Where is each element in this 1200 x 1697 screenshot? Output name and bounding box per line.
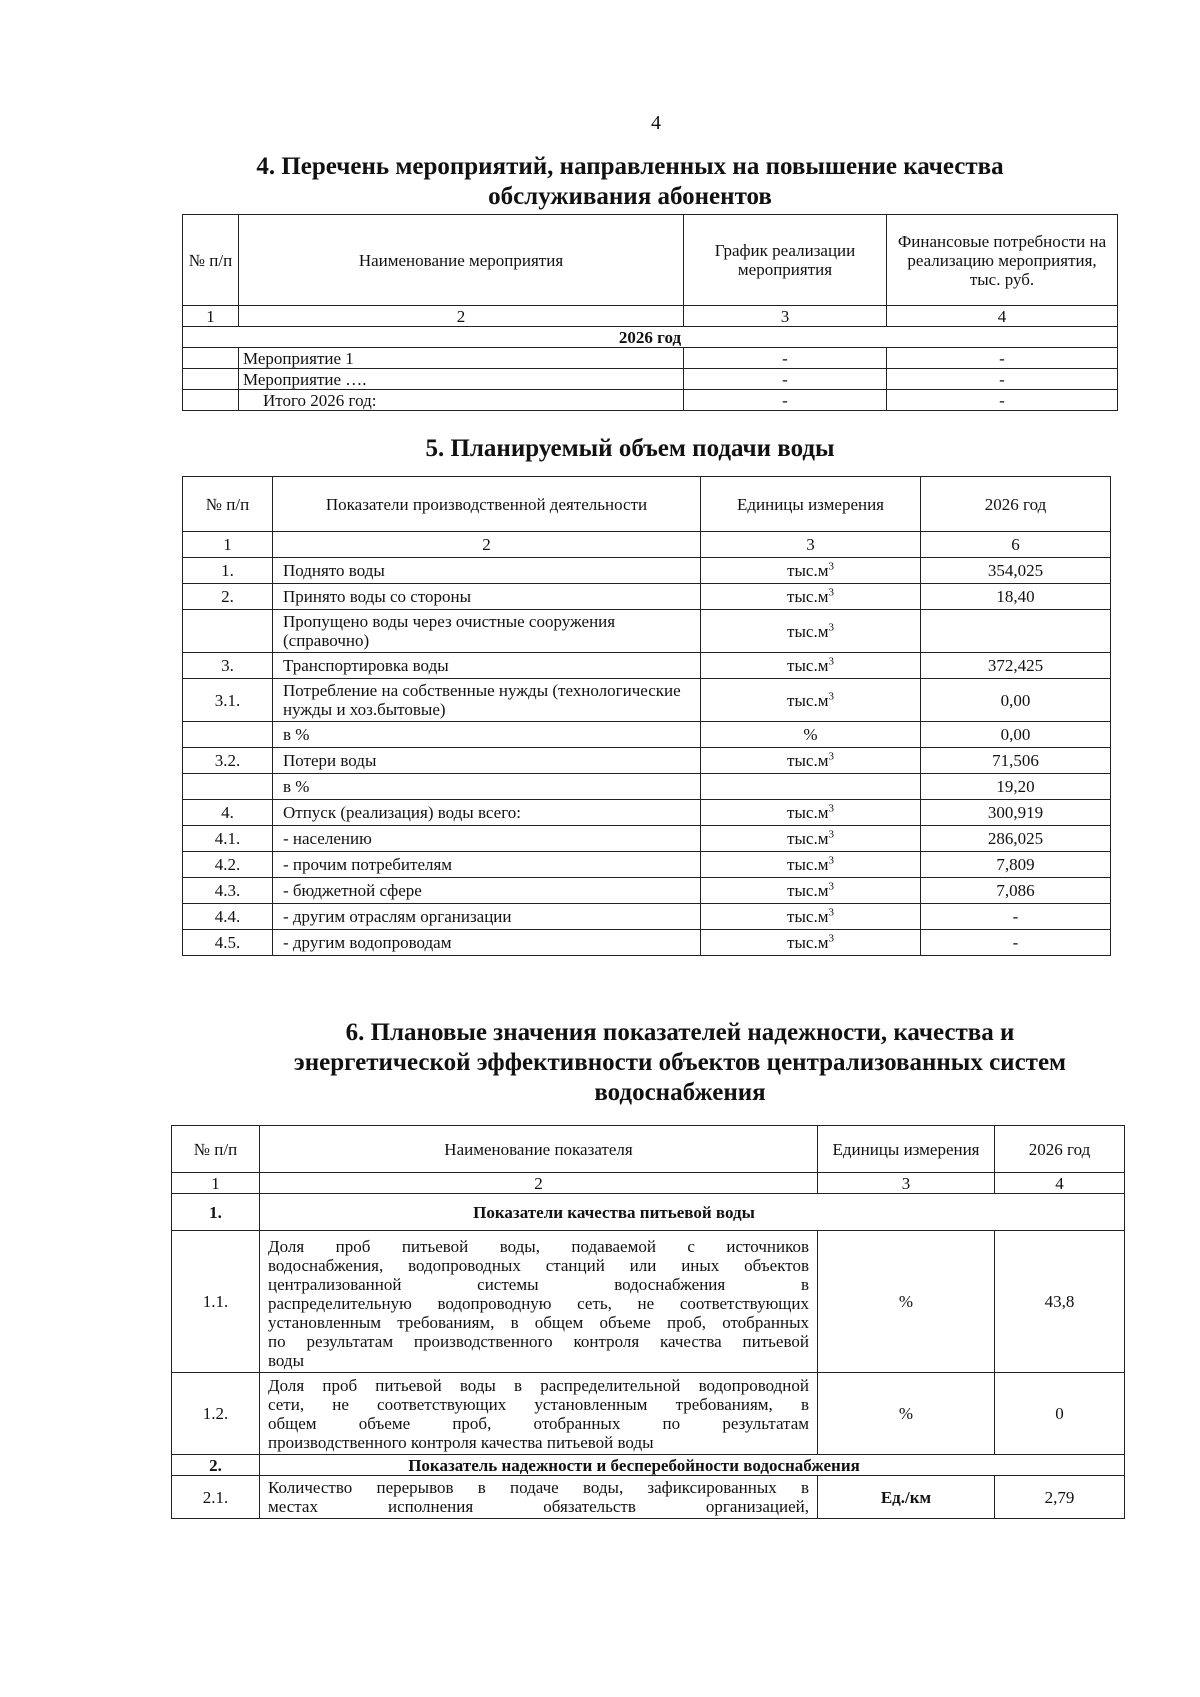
cell-finance: - bbox=[887, 348, 1118, 369]
col-number: 3 bbox=[701, 532, 921, 558]
unit-superscript: 3 bbox=[828, 828, 834, 841]
cell-unit: % bbox=[818, 1373, 995, 1455]
cell-num bbox=[183, 774, 273, 800]
cell-num bbox=[183, 348, 239, 369]
unit-superscript: 3 bbox=[828, 802, 834, 815]
cell-value: 43,8 bbox=[995, 1231, 1125, 1373]
table-row bbox=[183, 930, 1111, 956]
cell-name: Поднято воды bbox=[273, 558, 701, 584]
unit-superscript: 3 bbox=[828, 620, 834, 633]
cell-name: Транспортировка воды bbox=[273, 653, 701, 679]
cell-value: 71,506 bbox=[921, 748, 1111, 774]
unit-text: тыс.м bbox=[787, 907, 829, 926]
cell-name bbox=[260, 1373, 818, 1455]
cell-num: 4.5. bbox=[183, 930, 273, 956]
cell-unit bbox=[701, 584, 921, 610]
text-line: сети, не соответствующих установленным требованиям, в bbox=[268, 1395, 809, 1414]
cell-name: - населению bbox=[273, 826, 701, 852]
cell-name: Пропущено воды через очистные сооружения (справочно) bbox=[273, 610, 701, 653]
col-number: 1 bbox=[172, 1173, 260, 1194]
unit-text: тыс.м bbox=[787, 933, 829, 952]
cell-value: 18,40 bbox=[921, 584, 1111, 610]
cell-num: 3. bbox=[183, 653, 273, 679]
table-row bbox=[172, 1373, 1125, 1455]
page-number: 4 bbox=[651, 112, 661, 134]
cell-unit bbox=[701, 774, 921, 800]
cell-name: - бюджетной сфере bbox=[273, 878, 701, 904]
unit-superscript: 3 bbox=[828, 932, 834, 945]
unit-text: % bbox=[803, 725, 818, 744]
cell-unit bbox=[701, 826, 921, 852]
cell-num: 1.2. bbox=[172, 1373, 260, 1455]
cell-value bbox=[921, 610, 1111, 653]
table-row bbox=[183, 722, 1111, 748]
cell-value: 0,00 bbox=[921, 679, 1111, 722]
section5-title-text: 5. Планируемый объем подачи воды bbox=[425, 435, 835, 462]
table-row bbox=[183, 369, 1118, 390]
group-row bbox=[172, 1455, 1125, 1476]
col-number: 4 bbox=[995, 1173, 1125, 1194]
header-name: Наименование мероприятия bbox=[239, 215, 684, 306]
cell-unit bbox=[701, 878, 921, 904]
cell-unit bbox=[701, 679, 921, 722]
column-number-row bbox=[183, 532, 1111, 558]
table-row bbox=[183, 584, 1111, 610]
unit-text: тыс.м bbox=[787, 803, 829, 822]
cell-schedule: - bbox=[684, 390, 887, 411]
unit-superscript: 3 bbox=[828, 880, 834, 893]
unit-superscript: 3 bbox=[828, 854, 834, 867]
section6-title-line2: энергетической эффективности объектов централизованных систем bbox=[293, 1049, 1067, 1076]
cell-unit bbox=[701, 722, 921, 748]
section6-title-line1: 6. Плановые значения показателей надежности, качества и bbox=[345, 1019, 1015, 1046]
group-num: 2. bbox=[172, 1455, 260, 1476]
cell-num: 3.1. bbox=[183, 679, 273, 722]
cell-num bbox=[183, 369, 239, 390]
cell-name: Потребление на собственные нужды (технологические нужды и хоз.бытовые) bbox=[273, 679, 701, 722]
text-line: общем объеме проб, отобранных по результатам bbox=[268, 1414, 809, 1433]
unit-text: тыс.м bbox=[787, 656, 829, 675]
header-year: 2026 год bbox=[995, 1126, 1125, 1173]
table-row bbox=[183, 653, 1111, 679]
cell-name: Потери воды bbox=[273, 748, 701, 774]
cell-value: 7,809 bbox=[921, 852, 1111, 878]
table-row bbox=[183, 390, 1118, 411]
cell-value: 7,086 bbox=[921, 878, 1111, 904]
table-row bbox=[183, 558, 1111, 584]
table-header-row bbox=[172, 1126, 1125, 1173]
cell-value: - bbox=[921, 930, 1111, 956]
cell-num bbox=[183, 390, 239, 411]
indicators-table bbox=[171, 1125, 1125, 1519]
section4-title bbox=[180, 152, 1080, 212]
cell-value: 286,025 bbox=[921, 826, 1111, 852]
table-row bbox=[183, 774, 1111, 800]
cell-unit bbox=[701, 800, 921, 826]
table-row bbox=[183, 679, 1111, 722]
cell-unit: % bbox=[818, 1231, 995, 1373]
cell-unit bbox=[701, 852, 921, 878]
cell-num: 2. bbox=[183, 584, 273, 610]
unit-text: тыс.м bbox=[787, 751, 829, 770]
header-unit: Единицы измерения bbox=[818, 1126, 995, 1173]
cell-name: Мероприятие 1 bbox=[239, 348, 684, 369]
header-num: № п/п bbox=[183, 215, 239, 306]
section4-title-line2: обслуживания абонентов bbox=[488, 183, 772, 210]
year-row bbox=[183, 327, 1118, 348]
cell-unit bbox=[701, 930, 921, 956]
header-num: № п/п bbox=[172, 1126, 260, 1173]
table-header-row bbox=[183, 215, 1118, 306]
unit-superscript: 3 bbox=[828, 689, 834, 702]
cell-num: 1. bbox=[183, 558, 273, 584]
unit-superscript: 3 bbox=[828, 560, 834, 573]
water-supply-table bbox=[182, 476, 1111, 956]
column-number-row bbox=[172, 1173, 1125, 1194]
header-finance: Финансовые потребности на реализацию мероприятия, тыс. руб. bbox=[887, 215, 1118, 306]
col-number: 1 bbox=[183, 532, 273, 558]
cell-num: 4. bbox=[183, 800, 273, 826]
col-number: 2 bbox=[260, 1173, 818, 1194]
col-number: 2 bbox=[239, 306, 684, 327]
cell-unit bbox=[701, 558, 921, 584]
unit-superscript: 3 bbox=[828, 586, 834, 599]
cell-name: Отпуск (реализация) воды всего: bbox=[273, 800, 701, 826]
text-line: Доля проб питьевой воды в распределительной водопроводной bbox=[268, 1376, 809, 1395]
cell-name bbox=[260, 1231, 818, 1373]
unit-text: тыс.м bbox=[787, 621, 829, 641]
column-number-row bbox=[183, 306, 1118, 327]
text-line: Доля проб питьевой воды, подаваемой с источников bbox=[268, 1237, 809, 1256]
cell-name: в % bbox=[273, 774, 701, 800]
header-year: 2026 год bbox=[921, 477, 1111, 532]
group-title: Показатели качества питьевой воды bbox=[260, 1194, 1125, 1231]
text-line: производственного контроля качества питьевой воды bbox=[268, 1433, 654, 1452]
table-header-row bbox=[183, 477, 1111, 532]
section6-title-line3: водоснабжения bbox=[594, 1079, 766, 1106]
cell-num bbox=[183, 722, 273, 748]
cell-value: 0 bbox=[995, 1373, 1125, 1455]
unit-text: тыс.м bbox=[787, 881, 829, 900]
section4-title-line1: 4. Перечень мероприятий, направленных на повышение качества bbox=[256, 153, 1004, 180]
cell-schedule: - bbox=[684, 369, 887, 390]
cell-name: Итого 2026 год: bbox=[239, 390, 684, 411]
table-row bbox=[183, 610, 1111, 653]
cell-value: 19,20 bbox=[921, 774, 1111, 800]
unit-text: тыс.м bbox=[787, 855, 829, 874]
col-number: 1 bbox=[183, 306, 239, 327]
cell-value: 354,025 bbox=[921, 558, 1111, 584]
table-row bbox=[183, 852, 1111, 878]
cell-unit bbox=[701, 610, 921, 653]
cell-value: 372,425 bbox=[921, 653, 1111, 679]
cell-num: 4.2. bbox=[183, 852, 273, 878]
text-line: распределительную водопроводную сеть, не соответствующих bbox=[268, 1294, 809, 1313]
text-line: установленным требованиям, в общем объеме проб, отобранных bbox=[268, 1313, 809, 1332]
text-line: Количество перерывов в подаче воды, зафиксированных в bbox=[268, 1478, 809, 1497]
cell-name: - другим водопроводам bbox=[273, 930, 701, 956]
table-row bbox=[183, 800, 1111, 826]
header-name: Показатели производственной деятельности bbox=[273, 477, 701, 532]
unit-text: тыс.м bbox=[787, 829, 829, 848]
unit-superscript: 3 bbox=[828, 750, 834, 763]
text-line: централизованной системы водоснабжения в bbox=[268, 1275, 809, 1294]
water-supply-rows bbox=[183, 558, 1111, 956]
cell-num: 1.1. bbox=[172, 1231, 260, 1373]
table-row bbox=[183, 748, 1111, 774]
cell-num: 2.1. bbox=[172, 1476, 260, 1519]
cell-num: 4.4. bbox=[183, 904, 273, 930]
section5-title bbox=[180, 434, 1080, 464]
cell-unit bbox=[701, 748, 921, 774]
table-row bbox=[183, 348, 1118, 369]
cell-num: 3.2. bbox=[183, 748, 273, 774]
unit-text: тыс.м bbox=[787, 690, 829, 710]
unit-superscript: 3 bbox=[828, 655, 834, 668]
col-number: 3 bbox=[684, 306, 887, 327]
table-row bbox=[183, 826, 1111, 852]
col-number: 6 bbox=[921, 532, 1111, 558]
table-row bbox=[183, 878, 1111, 904]
section6-title bbox=[230, 1018, 1130, 1108]
col-number: 2 bbox=[273, 532, 701, 558]
cell-value: 0,00 bbox=[921, 722, 1111, 748]
unit-text: тыс.м bbox=[787, 587, 829, 606]
unit-text: тыс.м bbox=[787, 561, 829, 580]
text-line: водоснабжения, водопроводных станций или иных объектов bbox=[268, 1256, 809, 1275]
text-line: воды bbox=[268, 1351, 304, 1370]
text-line: по результатам производственного контроля качества питьевой bbox=[268, 1332, 809, 1351]
cell-finance: - bbox=[887, 369, 1118, 390]
table-row bbox=[172, 1231, 1125, 1373]
cell-name bbox=[260, 1476, 818, 1519]
cell-finance: - bbox=[887, 390, 1118, 411]
measures-table bbox=[182, 214, 1118, 411]
year-label: 2026 год bbox=[183, 327, 1118, 348]
group-row bbox=[172, 1194, 1125, 1231]
col-number: 3 bbox=[818, 1173, 995, 1194]
unit-superscript: 3 bbox=[828, 906, 834, 919]
cell-name: - другим отраслям организации bbox=[273, 904, 701, 930]
header-name: Наименование показателя bbox=[260, 1126, 818, 1173]
cell-unit bbox=[701, 904, 921, 930]
cell-schedule: - bbox=[684, 348, 887, 369]
cell-num bbox=[183, 610, 273, 653]
cell-name: Мероприятие …. bbox=[239, 369, 684, 390]
header-schedule: График реализации мероприятия bbox=[684, 215, 887, 306]
cell-unit: Ед./км bbox=[818, 1476, 995, 1519]
cell-value: - bbox=[921, 904, 1111, 930]
table-row bbox=[172, 1476, 1125, 1519]
cell-unit bbox=[701, 653, 921, 679]
cell-value: 2,79 bbox=[995, 1476, 1125, 1519]
cell-name: в % bbox=[273, 722, 701, 748]
cell-name: Принято воды со стороны bbox=[273, 584, 701, 610]
table-row bbox=[183, 904, 1111, 930]
header-num: № п/п bbox=[183, 477, 273, 532]
col-number: 4 bbox=[887, 306, 1118, 327]
cell-name: - прочим потребителям bbox=[273, 852, 701, 878]
cell-value: 300,919 bbox=[921, 800, 1111, 826]
cell-num: 4.1. bbox=[183, 826, 273, 852]
cell-num: 4.3. bbox=[183, 878, 273, 904]
header-unit: Единицы измерения bbox=[701, 477, 921, 532]
group-title: Показатель надежности и бесперебойности водоснабжения bbox=[260, 1455, 1125, 1476]
text-line: местах исполнения обязательств организацией, bbox=[268, 1497, 809, 1516]
group-num: 1. bbox=[172, 1194, 260, 1231]
